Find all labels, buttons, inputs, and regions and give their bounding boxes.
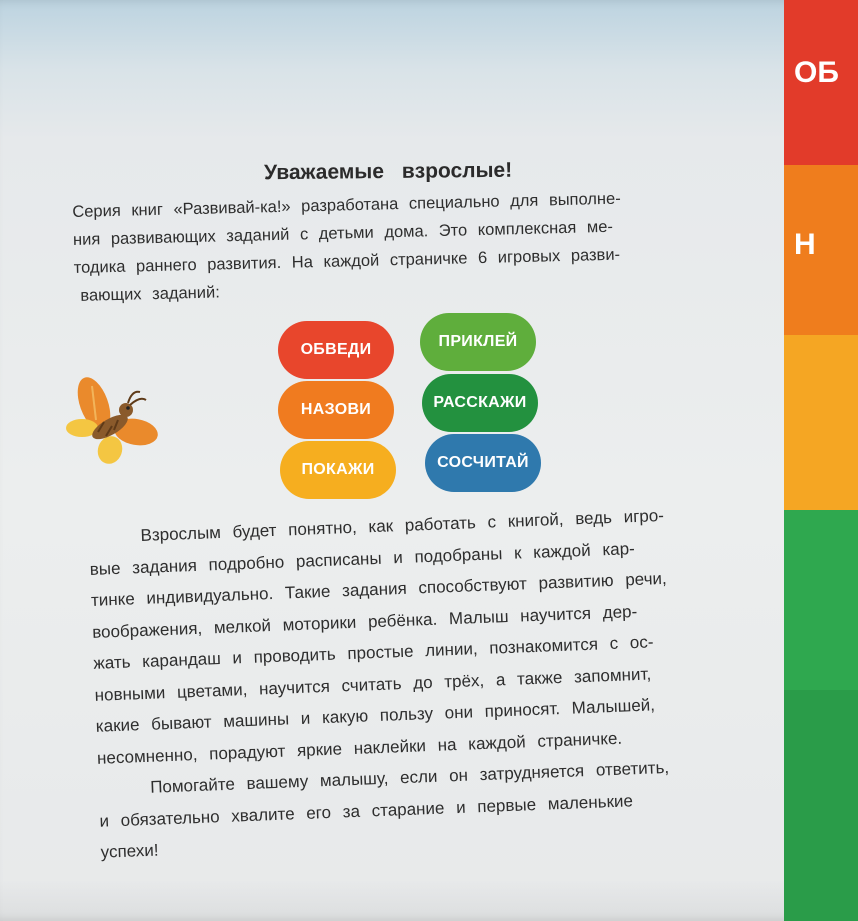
butterfly-illustration: [62, 372, 162, 468]
body-line: Взрослым будет понятно, как работать с книгой, ведь игро-: [140, 505, 665, 545]
task-pill-nazovi: НАЗОВИ: [278, 381, 394, 439]
body-line: вые задания подробно расписаны и подобраны к каждой кар-: [89, 538, 636, 579]
body-line: какие бывают машины и какую пользу они приносят. Малышей,: [95, 695, 656, 736]
intro-paragraph: [72, 185, 623, 310]
body-line: тинке индивидуально. Такие задания способствуют развитию речи,: [90, 568, 668, 610]
body-line: несомненно, порадуют яркие наклейки на каждой страничке.: [96, 728, 623, 768]
intro-line: тодика раннего развития. На каждой страничке 6 игровых разви-: [73, 245, 621, 277]
side-tab: [784, 690, 858, 921]
intro-line: Серия книг «Развивай-ка!» разработана специально для выполне-: [72, 189, 621, 221]
page-heading: Уважаемые взрослые!: [263, 158, 513, 185]
task-pill-obvedi: ОБВЕДИ: [278, 321, 394, 379]
body-line: успехи!: [100, 840, 159, 862]
side-tab: [784, 510, 858, 690]
body-paragraph: [88, 500, 677, 868]
task-pill-rasskazhi: РАССКАЖИ: [422, 374, 538, 432]
body-line: новными цветами, научится считать до трёх, а также запомнит,: [94, 664, 652, 705]
side-tab: Н: [784, 165, 858, 335]
body-line: воображения, мелкой моторики ребёнка. Малыш научится дер-: [91, 601, 638, 642]
page-shadow: [0, 880, 800, 921]
body-line: и обязательно хвалите его за старание и первые маленькие: [99, 790, 634, 831]
body-line: Помогайте вашему малышу, если он затрудняется ответить,: [149, 757, 670, 797]
side-tab: ОБ: [784, 0, 858, 165]
task-pill-soschitay: СОСЧИТАЙ: [425, 434, 541, 492]
side-tab: [784, 335, 858, 510]
intro-line: ния развивающих заданий с детьми дома. Это комплексная ме-: [72, 217, 614, 249]
task-pill-prikley: ПРИКЛЕЙ: [420, 313, 536, 371]
body-line: жать карандаш и проводить простые линии, познакомится с ос-: [93, 632, 654, 673]
side-color-tabs: [784, 0, 858, 921]
intro-line: вающих заданий:: [80, 283, 221, 305]
task-pill-pokazhi: ПОКАЖИ: [280, 441, 396, 499]
